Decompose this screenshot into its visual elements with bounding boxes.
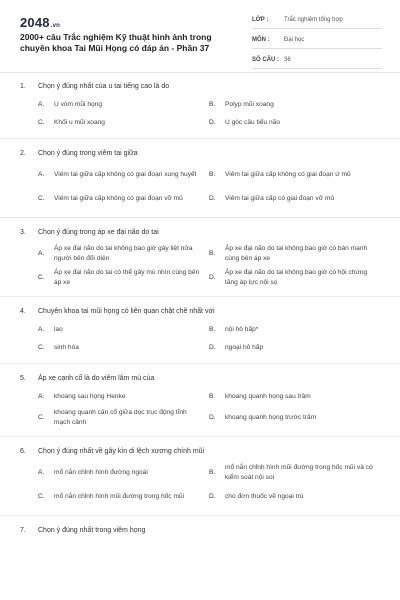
question-number: 7. <box>20 527 26 534</box>
option-row <box>38 163 380 187</box>
document-title: 2000+ câu Trắc nghiệm Kỹ thuật hình ảnh trong chuyên khoa Tai Mũi Họng có đáp án - Phần 37 <box>20 32 212 53</box>
meta-row-count <box>252 53 382 69</box>
option-letter: D. <box>209 195 216 202</box>
meta-value: Trắc nghiệm tổng hợp <box>284 17 343 23</box>
option-row <box>38 406 380 430</box>
option-row <box>38 321 380 339</box>
option-c[interactable] <box>38 114 209 132</box>
question-4 <box>0 303 400 364</box>
option-row <box>38 388 380 406</box>
option-text: lao <box>54 326 63 333</box>
option-letter: D. <box>209 493 216 500</box>
option-text: Viêm tai giữa cấp không có giai đoạn xung huyết <box>54 171 197 178</box>
option-c[interactable] <box>38 187 209 211</box>
option-b[interactable] <box>209 321 380 339</box>
meta-row-class <box>252 13 382 29</box>
option-letter: C. <box>38 119 45 126</box>
option-text: nội hô hấp* <box>225 326 259 333</box>
option-letter: D. <box>209 119 216 126</box>
options <box>38 461 380 509</box>
question-divider <box>0 515 400 516</box>
option-text: ngoại hô hấp <box>225 344 264 351</box>
question-header <box>0 522 400 540</box>
option-row <box>38 242 380 266</box>
meta-label: MÔN : <box>252 37 270 43</box>
option-text: Viêm tai giữa cấp có giai đoạn vỡ mủ <box>225 195 335 202</box>
question-list <box>0 78 400 540</box>
question-text: Chọn ý đúng nhất về gây kín di lệch xương chính mũi <box>38 448 205 455</box>
option-letter: D. <box>209 344 216 351</box>
option-c[interactable] <box>38 339 209 357</box>
logo-sub: .vn <box>50 23 61 29</box>
option-text: cho đơn thuốc về ngoại trú <box>225 493 304 500</box>
question-header <box>0 145 400 163</box>
question-number: 4. <box>20 308 26 315</box>
meta-value: Đại học <box>284 37 305 43</box>
option-text: Khối u mũi xoang <box>54 119 105 126</box>
option-text: U vòm mũi họng <box>54 101 103 108</box>
meta-row-subject <box>252 33 382 49</box>
question-3 <box>0 224 400 297</box>
option-letter: D. <box>209 414 216 421</box>
option-letter: A. <box>38 171 45 178</box>
option-letter: C. <box>38 493 45 500</box>
option-d[interactable] <box>209 339 380 357</box>
options <box>38 388 380 430</box>
question-header <box>0 224 400 242</box>
option-letter: C. <box>38 274 45 281</box>
option-row <box>38 266 380 290</box>
options <box>38 163 380 211</box>
option-row <box>38 339 380 357</box>
question-7 <box>0 522 400 540</box>
question-text: Chọn ý đúng trong áp xe đại não do tai <box>38 229 159 236</box>
question-header <box>0 78 400 96</box>
option-a[interactable] <box>38 388 209 406</box>
option-b[interactable] <box>209 388 380 406</box>
option-row <box>38 187 380 211</box>
meta-value: 36 <box>284 57 291 63</box>
question-1 <box>0 78 400 139</box>
option-letter: D. <box>209 274 216 281</box>
option-letter: C. <box>38 414 45 421</box>
option-text: Áp xe đại não do tai không bao giờ có bán manh cùng bên áp xe <box>225 245 368 262</box>
option-letter: A. <box>38 393 45 400</box>
question-text: Áp xe cạnh cổ là do viêm lâm mủ của <box>38 375 155 382</box>
question-5 <box>0 370 400 437</box>
option-letter: B. <box>209 393 216 400</box>
header <box>0 0 400 68</box>
option-letter: A. <box>38 469 45 476</box>
option-b[interactable] <box>209 461 380 485</box>
options <box>38 96 380 132</box>
option-text: Áp xe đại não do tai có thể gây mù nhìn cùng bên áp xe <box>54 269 200 286</box>
header-divider <box>0 72 400 73</box>
question-text: Chọn ý đúng nhất trong viêm họng <box>38 527 146 534</box>
question-divider <box>0 138 400 139</box>
site-logo[interactable] <box>20 15 60 29</box>
question-divider <box>0 363 400 364</box>
question-2 <box>0 145 400 218</box>
option-letter: C. <box>38 195 45 202</box>
option-letter: B. <box>209 101 216 108</box>
question-text: Chọn ý đúng nhất của u tai tiếng cao là do <box>38 83 170 90</box>
question-number: 6. <box>20 448 26 455</box>
option-text: sinh hóa <box>54 344 79 351</box>
options <box>38 242 380 290</box>
question-divider <box>0 436 400 437</box>
option-b[interactable] <box>209 96 380 114</box>
option-letter: B. <box>209 171 216 178</box>
option-letter: C. <box>38 344 45 351</box>
option-text: Viêm tai giữa cấp không có giai đoạn ứ mủ <box>225 171 351 178</box>
option-d[interactable] <box>209 406 380 430</box>
question-text: Chuyên khoa tai mũi họng có liên quan chặt chẽ nhất với <box>38 308 215 315</box>
option-letter: A. <box>38 101 45 108</box>
options <box>38 321 380 357</box>
option-text: khoang quanh họng trước trâm <box>225 414 317 421</box>
option-text: khoang quanh cân cổ giữa dọc trục động tĩnh mạch cảnh <box>54 409 187 426</box>
meta-label: SỐ CÂU : <box>252 57 279 63</box>
question-divider <box>0 217 400 218</box>
option-text: mổ nắn chỉnh hình đường ngoài <box>54 469 148 476</box>
option-c[interactable] <box>38 485 209 509</box>
question-number: 1. <box>20 83 26 90</box>
option-text: mổ nắn chỉnh hình mũi đường trong hốc mũi <box>54 493 185 500</box>
option-letter: B. <box>209 250 216 257</box>
option-row <box>38 114 380 132</box>
option-d[interactable] <box>209 187 380 211</box>
question-text: Chọn ý đúng trong viêm tai giữa <box>38 150 138 157</box>
option-letter: B. <box>209 469 216 476</box>
option-text: Áp xe đại não do tai không bao giờ có hội chứng tăng áp lực nội sọ <box>225 269 368 286</box>
option-letter: B. <box>209 326 216 333</box>
question-6 <box>0 443 400 516</box>
option-text: khoang sau họng Henke <box>54 393 126 400</box>
question-number: 5. <box>20 375 26 382</box>
meta-label: LỚP : <box>252 17 269 23</box>
option-text: Áp xe đại não do tai không bao giờ gây liệt nửa người bên đối diện <box>54 245 193 262</box>
option-a[interactable] <box>38 242 209 266</box>
option-a[interactable] <box>38 163 209 187</box>
option-d[interactable] <box>209 114 380 132</box>
question-header <box>0 303 400 321</box>
option-text: Polyp mũi xoang <box>225 101 274 108</box>
question-divider <box>0 296 400 297</box>
question-number: 3. <box>20 229 26 236</box>
option-row <box>38 461 380 485</box>
option-text: khoang quanh họng sau trâm <box>225 393 311 400</box>
option-a[interactable] <box>38 321 209 339</box>
meta-info <box>252 13 382 73</box>
option-a[interactable] <box>38 461 209 485</box>
option-letter: A. <box>38 326 45 333</box>
question-header <box>0 443 400 461</box>
logo-main: 2048 <box>20 15 50 30</box>
option-c[interactable] <box>38 406 209 430</box>
option-text: mổ nắn chỉnh hình mũi đường trong hốc mũi và có kiểm soát nội soi <box>225 464 373 481</box>
option-text: Viêm tai giữa cấp không có giai đoạn vỡ mủ <box>54 195 183 202</box>
option-row <box>38 485 380 509</box>
option-d[interactable] <box>209 266 380 290</box>
option-c[interactable] <box>38 266 209 290</box>
option-b[interactable] <box>209 242 380 266</box>
option-text: U góc cầu tiểu não <box>225 119 280 126</box>
option-letter: A. <box>38 250 45 257</box>
option-d[interactable] <box>209 485 380 509</box>
question-number: 2. <box>20 150 26 157</box>
option-row <box>38 96 380 114</box>
option-a[interactable] <box>38 96 209 114</box>
option-b[interactable] <box>209 163 380 187</box>
question-header <box>0 370 400 388</box>
